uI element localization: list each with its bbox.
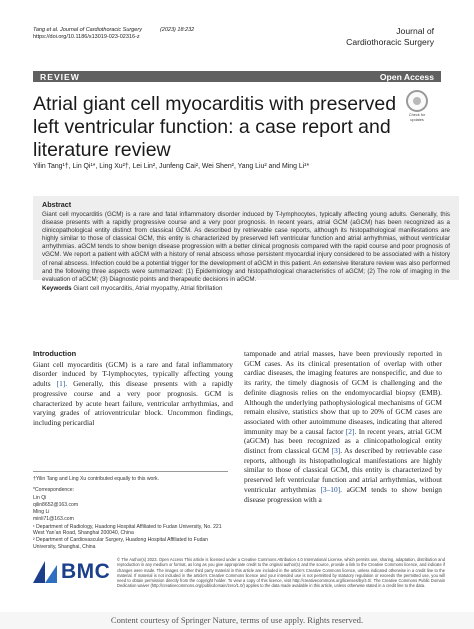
article-title: Atrial giant cell myocarditis with preserved left ventricular function: a case report and literature review xyxy=(33,93,397,161)
corresponding-email-1[interactable]: qilin8652@163.com xyxy=(33,501,79,508)
citation-year: (2023) 18:232 xyxy=(159,27,195,33)
reference-link-3[interactable]: [3] xyxy=(331,446,341,456)
keywords-line xyxy=(42,285,450,293)
introduction-heading: Introduction xyxy=(33,349,77,358)
reference-link-4[interactable]: [3–10] xyxy=(320,484,341,494)
bmc-logo-icon xyxy=(33,561,57,583)
reference-link-2[interactable]: [2] xyxy=(345,426,355,436)
footnotes xyxy=(33,471,228,551)
check-updates-label: Check for updates xyxy=(408,113,426,122)
abstract-heading: Abstract xyxy=(42,200,72,209)
corresponding-email-2[interactable]: minli71@163.com xyxy=(33,516,74,523)
intro-text-right-3: . As described by retrievable case reports, although its histopathological manifestations are highly similar to those of classical GCM, this entity is characterized by preserved left ventricular function and atrial arrhythmias, without ventricular arrhythmias xyxy=(244,446,442,494)
check-updates-icon xyxy=(406,90,428,112)
article-type-label: REVIEW xyxy=(40,72,80,82)
article-type-banner xyxy=(33,71,441,82)
check-for-updates-button[interactable] xyxy=(404,90,430,122)
citation-block xyxy=(33,27,194,41)
intro-text-right-2: . In recent years, atrial GCM (aGCM) has been recognized as a clinicopathological entity distinct from classical GCM xyxy=(244,426,442,456)
body-column-right xyxy=(244,349,442,504)
abstract-text: Giant cell myocarditis (GCM) is a rare and fatal inflammatory disorder induced by T-lymphocytes, typically affecting young adults. Generally, this disease presents with a rapidly progressive course and a very poor prognosis. In recent years, atrial GCM (aGCM) has been recognized as a clinicopathological entity distinct from classical GCM. As described by retrievable case reports, although its histopathological manifestations are highly similar to those of classical GCM, this entity is characterized by preserved left ventricular function and atrial arrhythmias, without ventricular arrhythmias. aGCM tends to show benign disease progression with a better clinical prognosis compared with the rapid course and poor prognosis of vGCM. We report a patient with aGCM with a history of renal abscess whose persistent myocardial injury considered to be associated with a history of renal abscess. Infection could be a potential trigger for the development of aGCM in this patient. An extensive literature review was also performed and the following three aspects were summarized: (1) Epidemiology and histopathological characteristics of aGCM; (2) The role of imaging in the evaluation of aGCM; (3) Diagnostic points and therapeutic decisions in aGCM. xyxy=(42,211,450,283)
bmc-logo xyxy=(33,558,113,586)
journal-name xyxy=(346,26,434,47)
author-list: Yilin Tang¹†, Lin Qi¹*, Ling Xu²†, Lei Lin², Junfeng Cai², Wei Shen², Yang Liu² and Ming Li¹* xyxy=(33,163,310,170)
correspondence-label: *Correspondence: xyxy=(33,487,75,494)
intro-text-left-2: . Generally, this disease presents with a rapidly progressive course and a very poor prognosis. GCM is characterized by acute heart failure, ventricular arrhythmias, and varying grades of atrioventricular block. Uncommon findings, including pericardial xyxy=(33,379,233,427)
reference-link-1[interactable]: [1] xyxy=(56,379,66,389)
intro-text-right-1: tamponade and atrial masses, have been previously reported in GCM cases. As its clinical presentation of overlap with other cardiac diseases, the imaging features are nonspecific, and due to its rarity, the timely diagnosis of GCM is challenging and the definite diagnosis relies on the endomyocardial biopsy (EMB). Although the underlying pathophysiological mechanisms of GCM remain elusive, statistics show that up to 20% of GCM cases are associated with other autoimmune diseases, indicating that altered immunity may be a causal factor xyxy=(244,349,442,436)
corresponding-author-1: Lin Qi xyxy=(33,494,47,501)
open-access-label: Open Access xyxy=(379,72,434,82)
affiliation-2: ² Department of Cardiovascular Surgery, Huadong Hospital Affiliated to Fudan University, Shanghai, China xyxy=(33,537,209,550)
intro-text-left-1: Giant cell myocarditis (GCM) is a rare and fatal inflammatory disorder induced by T-lymphocytes, typically affecting young adults xyxy=(33,359,233,389)
doi-link[interactable]: https://doi.org/10.1186/s13019-023-02316-z xyxy=(33,34,140,40)
keywords-label: Keywords xyxy=(42,284,72,292)
corresponding-author-2: Ming Li xyxy=(33,509,50,516)
bmc-logo-text: BMC xyxy=(61,560,111,583)
keywords-text: Giant cell myocarditis, Atrial myopathy, Atrial fibrillation xyxy=(73,284,223,292)
affiliation-1: ¹ Department of Radiology, Huadong Hospital Affiliated to Fudan University, No. 221 West Yan’an Road, Shanghai 200040, China xyxy=(33,523,222,537)
citation-authors: Tang et al. Journal of Cardiothoracic Surgery xyxy=(33,27,142,33)
abstract-box xyxy=(33,196,459,292)
body-column-left xyxy=(33,349,233,428)
page-footer: Content courtesy of Springer Nature, terms of use apply. Rights reserved. xyxy=(0,612,474,629)
license-statement: © The Author(s) 2023. Open Access This article is licensed under a Creative Commons Attribution 4.0 International License, which permits use, sharing, adaptation, distribution and reproduction in any medium or format, as long as you give appropriate credit to the original author(s) and the source, provide a link to the Creative Commons licence, and indicate if changes were made. The images or other third party material in this article are included in the article's Creative Commons licence, unless indicated otherwise in a credit line to the material. If material is not included in the article's Creative Commons licence and your intended use is not permitted by statutory regulation or exceeds the permitted use, you will need to obtain permission directly from the copyright holder. To view a copy of this licence, visit http://creativecommons.org/licenses/by/4.0/. The Creative Commons Public Domain Dedication waiver (http://creativecommons.org/publicdomain/zero/1.0/) applies to the data made available in this article, unless otherwise stated in a credit line to the data. xyxy=(117,557,445,589)
intro-text-right-4: . aGCM tends to show benign disease progression with a xyxy=(244,484,442,504)
journal-name-line1: Journal of xyxy=(396,26,434,36)
equal-contribution-note: †Yilin Tang and Ling Xu contributed equally to this work. xyxy=(33,476,160,482)
journal-name-line2: Cardiothoracic Surgery xyxy=(346,36,434,47)
